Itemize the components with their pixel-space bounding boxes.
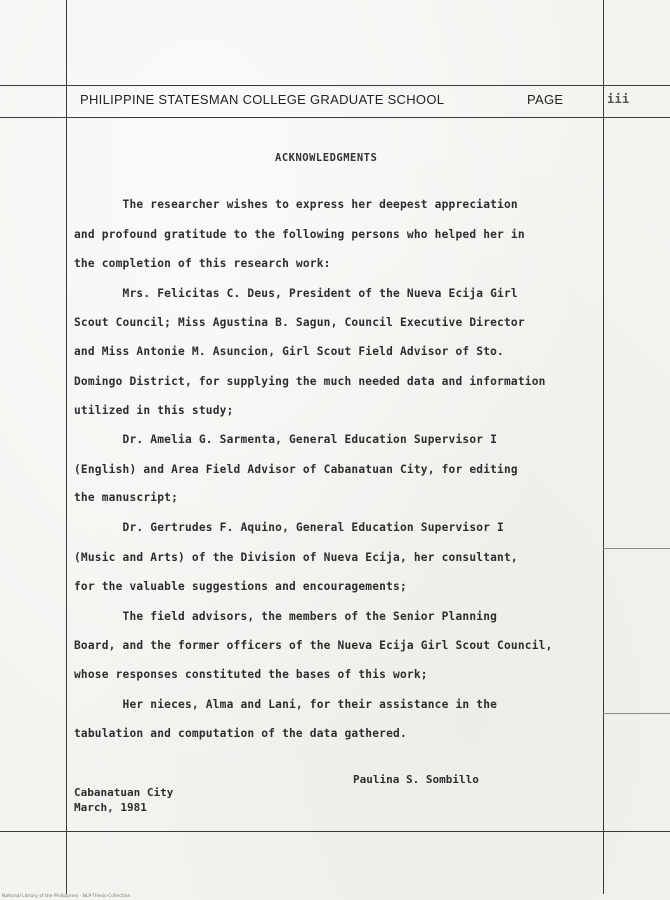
- body-line: Mrs. Felicitas C. Deus, President of the Nueva Ecija Girl: [74, 287, 518, 300]
- header-bottom-rule: [0, 117, 670, 118]
- school-name: PHILIPPINE STATESMAN COLLEGE GRADUATE SCHOOL: [80, 92, 445, 107]
- body-line: Scout Council; Miss Agustina B. Sagun, Council Executive Director: [74, 316, 525, 329]
- body-line: Domingo District, for supplying the much needed data and information: [74, 375, 546, 388]
- footer-credit: National Library of the Philippines · NLP-Thesis-Collection: [2, 894, 131, 899]
- body-line: (English) and Area Field Advisor of Cabanatuan City, for editing: [74, 463, 518, 476]
- body-line: and profound gratitude to the following persons who helped her in: [74, 228, 525, 241]
- header-top-rule: [0, 85, 670, 86]
- body-line: whose responses constituted the bases of this work;: [74, 668, 428, 681]
- body-line: Her nieces, Alma and Lani, for their assistance in the: [74, 698, 498, 711]
- body-line: The field advisors, the members of the Senior Planning: [74, 610, 498, 623]
- body-line: Dr. Amelia G. Sarmenta, General Education Supervisor I: [74, 433, 498, 446]
- body-line: utilized in this study;: [74, 404, 234, 417]
- page-number: iii: [607, 92, 630, 106]
- body-line: for the valuable suggestions and encouragements;: [74, 580, 407, 593]
- body-line: the manuscript;: [74, 491, 179, 504]
- page-label: PAGE: [527, 92, 564, 107]
- margin-tick-lower: [603, 713, 670, 714]
- body-line: Board, and the former officers of the Nueva Ecija Girl Scout Council,: [74, 639, 553, 652]
- left-margin-rule: [66, 0, 67, 894]
- bottom-rule: [0, 831, 670, 832]
- body-line: (Music and Arts) of the Division of Nueva Ecija, her consultant,: [74, 551, 518, 564]
- page-title: ACKNOWLEDGMENTS: [275, 152, 378, 164]
- place-line: Cabanatuan City: [74, 786, 174, 799]
- body-line: and Miss Antonie M. Asuncion, Girl Scout Field Advisor of Sto.: [74, 345, 504, 358]
- signature-name: Paulina S. Sombillo: [353, 773, 479, 786]
- right-margin-rule: [603, 0, 604, 894]
- body-line: Dr. Gertrudes F. Aquino, General Education Supervisor I: [74, 521, 504, 534]
- date-line: March, 1981: [74, 801, 147, 814]
- margin-tick-upper: [603, 548, 670, 549]
- body-line: the completion of this research work:: [74, 257, 331, 270]
- body-line: The researcher wishes to express her deepest appreciation: [74, 198, 518, 211]
- body-line: tabulation and computation of the data gathered.: [74, 727, 407, 740]
